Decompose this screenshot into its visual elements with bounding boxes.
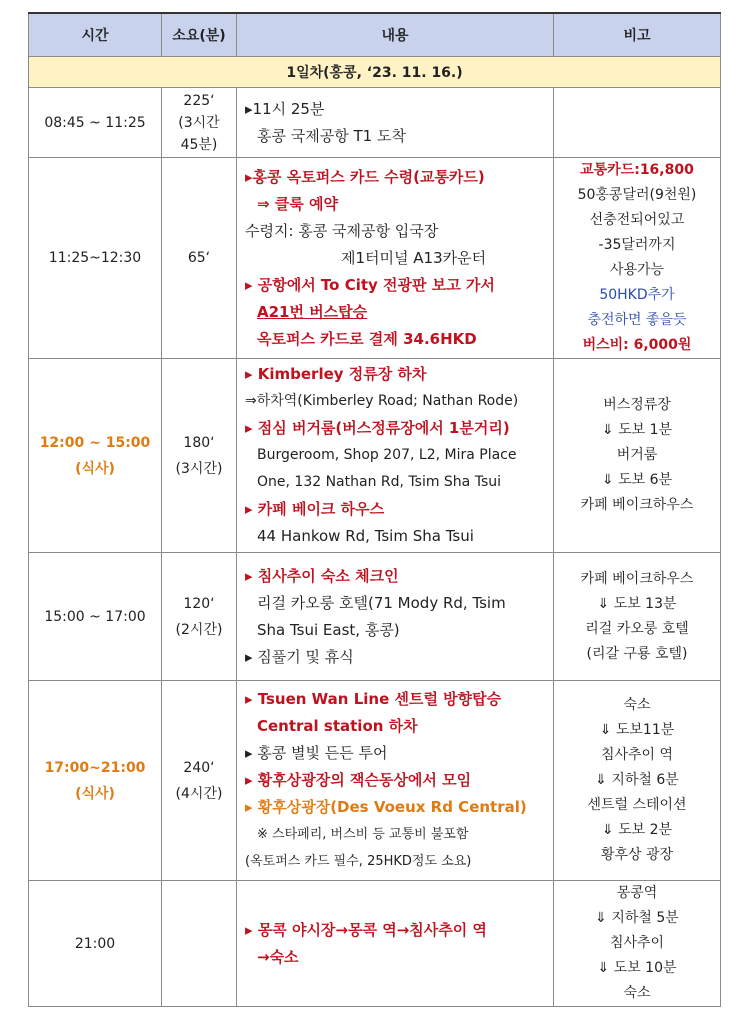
content-line: 리걸 카오룽 호텔(71 Mody Rd, Tsim (257, 593, 506, 612)
header-note: 비고 (554, 13, 721, 57)
note-line: 몽콩역 (616, 885, 658, 901)
note-line: 숙소 (623, 985, 651, 1001)
table-row (29, 681, 721, 881)
table-row (29, 553, 721, 681)
note-cell (554, 158, 721, 359)
note-line: ⇓ 도보 10분 (597, 960, 677, 976)
table-row (29, 359, 721, 553)
content-line: ▸ 몽콕 야시장→몽콕 역→침사추이 역 (245, 920, 487, 939)
note-line: 카페 베이크하우스 (580, 497, 694, 513)
duration-cell (162, 88, 237, 158)
content-cell (237, 681, 554, 881)
time-line: (식사) (75, 460, 115, 477)
duration-line: 65‘ (187, 250, 211, 266)
duration-cell (162, 881, 237, 1007)
duration-line: (3시간 (178, 114, 220, 131)
content-line: Sha Tsui East, 홍콩) (257, 620, 400, 639)
note-line: 침사추이 역 (600, 747, 674, 763)
day-title-row (29, 57, 721, 88)
note-line: ⇓ 도보 2분 (601, 822, 673, 838)
content-line: 홍콩 국제공항 T1 도착 (257, 126, 406, 145)
time-line: 17:00~21:00 (44, 759, 146, 776)
content-line: ▸ Tsuen Wan Line 센트럴 방향탑승 (245, 690, 502, 708)
note-line: ⇓ 도보 6분 (601, 472, 673, 488)
content-line: 수령지: 홍콩 국제공항 입국장 (245, 221, 439, 240)
note-line: 50홍콩달러(9천원) (577, 187, 697, 203)
note-cell (554, 681, 721, 881)
content-line: ▸ 점심 버거룸(버스정류장에서 1분거리) (245, 419, 510, 437)
duration-line: 240‘ (183, 759, 215, 776)
note-line: 버스정류장 (603, 397, 671, 413)
header-time: 시간 (29, 13, 162, 57)
duration-line: (3시간) (175, 460, 223, 477)
time-cell: 11:25~12:30 (29, 158, 162, 359)
time-line: (식사) (75, 785, 115, 802)
duration-line: 180‘ (183, 434, 215, 451)
content-cell (237, 88, 554, 158)
time-cell: 21:00 (29, 881, 162, 1007)
note-line: ⇓ 도보 13분 (597, 595, 677, 612)
note-line: 황후상 광장 (600, 847, 674, 863)
duration-line: 45분) (180, 136, 218, 153)
table-row (29, 881, 721, 1007)
content-cell (237, 158, 554, 359)
note-line: 교통카드:16,800 (580, 162, 694, 178)
note-line: ⇓ 도보11분 (599, 722, 675, 738)
content-line: ▸ Kimberley 정류장 하차 (245, 365, 427, 383)
table-row (29, 158, 721, 359)
note-line: ⇓ 도보 1분 (601, 422, 673, 438)
table-row (29, 88, 721, 158)
note-cell (554, 553, 721, 681)
content-line: ⇒하차역(Kimberley Road; Nathan Rode) (245, 393, 519, 409)
content-line: ▸ 짐풀기 및 휴식 (245, 647, 354, 666)
note-line: 선충전되어있고 (589, 212, 685, 228)
note-line: 침사추이 (609, 935, 665, 951)
note-line: 카페 베이크하우스 (580, 570, 694, 587)
time-cell: 08:45 ~ 11:25 (29, 88, 162, 158)
day-title: 1일차(홍콩, ‘23. 11. 16.) (29, 57, 721, 88)
content-line: ▸ 홍콩 별빛 든든 투어 (245, 744, 388, 762)
content-line: ▸ 침사추이 숙소 체크인 (245, 566, 399, 585)
content-line: 제1터미널 A13카운터 (341, 248, 487, 267)
duration-line: (2시간) (175, 621, 223, 638)
note-line: ⇓ 지하철 6분 (595, 772, 679, 788)
note-line: 사용가능 (609, 262, 665, 278)
itinerary-table (28, 12, 721, 1007)
duration-line: 120‘ (183, 595, 215, 612)
content-line: 44 Hankow Rd, Tsim Sha Tsui (257, 527, 474, 545)
time-cell (29, 359, 162, 553)
note-line: 버거룸 (616, 447, 658, 463)
content-line: ⇒ 클룩 예약 (257, 194, 338, 213)
content-line: (옥토퍼스 카드 필수, 25HKD정도 소요) (245, 854, 472, 869)
duration-line: (4시간) (175, 785, 223, 802)
duration-cell (162, 158, 237, 359)
content-line: ▸홍콩 옥토퍼스 카드 수령(교통카드) (245, 167, 485, 186)
content-cell (237, 553, 554, 681)
content-line: ▸11시 25분 (245, 99, 325, 118)
content-line: One, 132 Nathan Rd, Tsim Sha Tsui (257, 474, 501, 490)
duration-cell (162, 681, 237, 881)
header-duration: 소요(분) (162, 13, 237, 57)
content-line: 옥토퍼스 카드로 결제 34.6HKD (257, 329, 477, 348)
note-cell (554, 88, 721, 158)
duration-line: 225‘ (183, 92, 215, 109)
content-cell (237, 359, 554, 553)
content-line: →숙소 (257, 947, 299, 966)
content-line: ▸ 카페 베이크 하우스 (245, 500, 385, 518)
note-line: -35달러까지 (598, 237, 676, 253)
content-line: Burgeroom, Shop 207, L2, Mira Place (257, 447, 517, 463)
note-line: 센트럴 스테이션 (587, 797, 687, 813)
note-line: ⇓ 지하철 5분 (595, 910, 679, 926)
content-line: ▸ 공항에서 To City 전광판 보고 가서 (245, 275, 495, 294)
note-line: 숙소 (623, 697, 651, 713)
content-line: ▸ 황후상광장의 잭슨동상에서 모임 (245, 771, 472, 789)
content-cell (237, 881, 554, 1007)
note-line: (리갈 구룡 호텔) (586, 645, 688, 662)
content-line: A21번 버스탑승 (257, 302, 368, 321)
time-line: 12:00 ~ 15:00 (39, 434, 151, 451)
content-line: ※ 스타페리, 버스비 등 교통비 불포함 (257, 827, 469, 842)
note-line: 리걸 카오룽 호텔 (585, 620, 689, 637)
note-cell (554, 359, 721, 553)
duration-cell (162, 553, 237, 681)
note-line: 충전하면 좋을듯 (587, 312, 687, 328)
time-cell: 15:00 ~ 17:00 (29, 553, 162, 681)
content-line: Central station 하차 (257, 717, 418, 735)
time-cell (29, 681, 162, 881)
content-line: ▸ 황후상광장(Des Voeux Rd Central) (245, 798, 527, 816)
note-line: 50HKD추가 (599, 287, 675, 303)
duration-cell (162, 359, 237, 553)
note-cell (554, 881, 721, 1007)
note-line: 버스비: 6,000원 (582, 337, 692, 353)
header-row (29, 13, 721, 57)
header-content: 내용 (237, 13, 554, 57)
